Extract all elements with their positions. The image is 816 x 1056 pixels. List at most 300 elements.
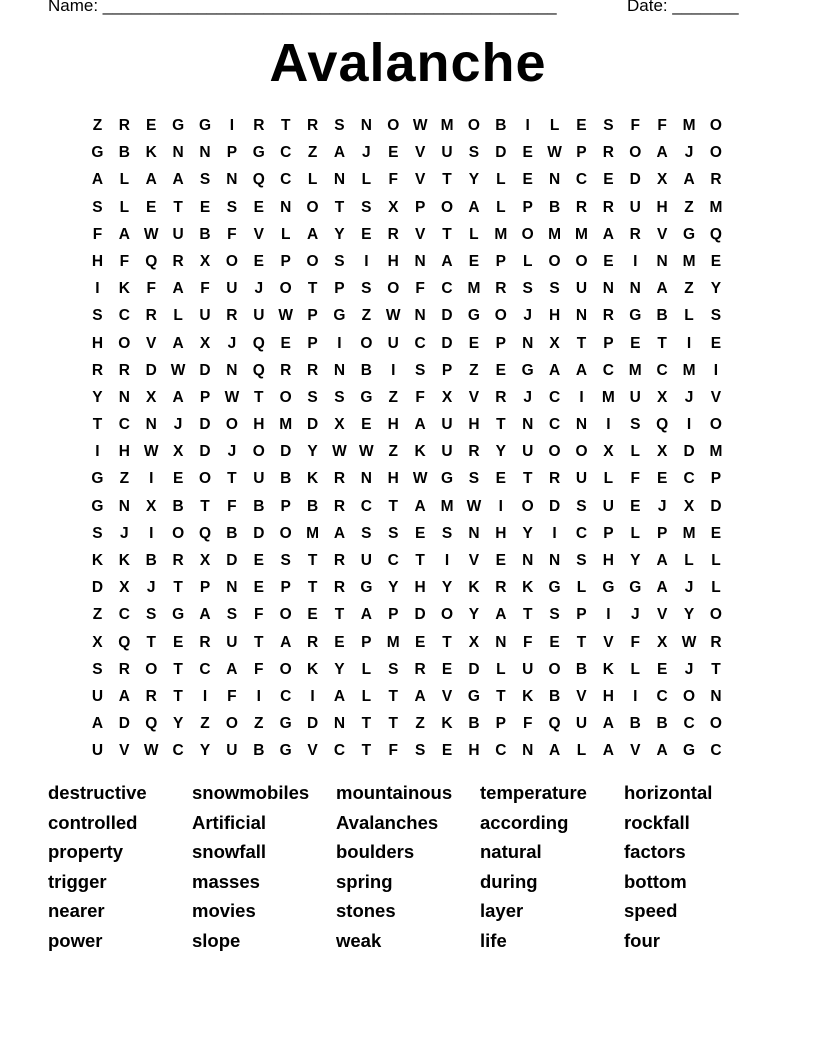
grid-letter[interactable]: J — [684, 388, 694, 406]
grid-letter[interactable]: Z — [684, 198, 694, 216]
grid-letter[interactable]: X — [146, 388, 157, 406]
grid-letter[interactable]: Y — [468, 606, 480, 624]
grid-letter[interactable]: P — [280, 497, 291, 515]
grid-letter[interactable]: R — [495, 280, 507, 298]
grid-letter[interactable]: A — [91, 171, 104, 189]
grid-letter[interactable]: R — [118, 361, 130, 379]
grid-letter[interactable]: S — [307, 388, 318, 406]
grid-letter[interactable]: I — [686, 416, 692, 434]
grid-letter[interactable]: S — [576, 552, 587, 569]
grid-letter[interactable]: E — [307, 606, 318, 624]
grid-letter[interactable]: G — [467, 687, 480, 705]
grid-letter[interactable]: P — [576, 606, 587, 624]
grid-letter[interactable]: N — [172, 144, 184, 162]
grid-letter[interactable]: U — [253, 307, 265, 325]
grid-letter[interactable]: N — [414, 252, 426, 270]
grid-letter[interactable]: F — [415, 280, 425, 298]
grid-letter[interactable]: X — [656, 633, 668, 651]
grid-letter[interactable]: X — [656, 388, 668, 406]
grid-letter[interactable]: O — [709, 144, 722, 162]
grid-letter[interactable]: T — [200, 497, 210, 515]
grid-letter[interactable]: R — [710, 633, 722, 651]
grid-letter[interactable]: M — [682, 117, 696, 134]
grid-letter[interactable]: C — [683, 470, 695, 488]
grid-letter[interactable]: C — [575, 524, 588, 542]
grid-letter[interactable]: N — [548, 171, 561, 189]
grid-letter[interactable]: T — [522, 470, 533, 488]
grid-letter[interactable]: D — [199, 416, 211, 434]
grid-letter[interactable]: W — [143, 443, 159, 461]
grid-letter[interactable]: Y — [92, 388, 103, 406]
grid-letter[interactable]: R — [172, 552, 184, 569]
grid-letter[interactable]: A — [441, 252, 453, 270]
grid-letter[interactable]: O — [548, 252, 561, 270]
grid-letter[interactable]: R — [495, 388, 507, 406]
grid-letter[interactable]: O — [387, 117, 400, 134]
grid-letter[interactable]: V — [468, 552, 480, 569]
grid-letter[interactable]: V — [630, 742, 641, 760]
grid-letter[interactable]: J — [227, 334, 237, 352]
grid-letter[interactable]: S — [146, 606, 157, 624]
grid-letter[interactable]: X — [199, 334, 211, 352]
grid-letter[interactable]: Z — [388, 443, 398, 461]
grid-letter[interactable]: C — [656, 361, 668, 379]
grid-letter[interactable]: H — [548, 307, 561, 325]
grid-letter[interactable]: A — [360, 606, 372, 624]
grid-letter[interactable]: E — [468, 334, 480, 352]
grid-letter[interactable]: N — [118, 388, 130, 406]
grid-letter[interactable]: B — [629, 715, 641, 733]
grid-letter[interactable]: R — [333, 497, 346, 515]
grid-letter[interactable]: F — [227, 225, 237, 243]
grid-letter[interactable]: E — [414, 524, 426, 542]
grid-letter[interactable]: C — [710, 742, 722, 760]
grid-letter[interactable]: D — [253, 524, 265, 542]
grid-letter[interactable]: S — [334, 117, 345, 134]
grid-letter[interactable]: S — [361, 524, 372, 542]
grid-letter[interactable]: O — [225, 715, 238, 733]
grid-letter[interactable]: X — [683, 497, 695, 515]
grid-letter[interactable]: S — [603, 117, 614, 134]
grid-letter[interactable]: N — [333, 171, 346, 189]
grid-letter[interactable]: D — [199, 443, 211, 461]
grid-letter[interactable]: P — [388, 606, 399, 624]
grid-letter[interactable]: N — [360, 470, 372, 488]
grid-letter[interactable]: F — [630, 633, 640, 651]
grid-letter[interactable]: R — [710, 171, 722, 189]
grid-letter[interactable]: Z — [361, 307, 372, 325]
grid-letter[interactable]: C — [333, 742, 346, 760]
grid-letter[interactable]: A — [91, 715, 104, 733]
grid-letter[interactable]: U — [522, 443, 534, 461]
grid-letter[interactable]: E — [549, 633, 560, 651]
grid-letter[interactable]: D — [683, 443, 695, 461]
grid-letter[interactable]: G — [521, 361, 534, 379]
grid-letter[interactable]: U — [226, 633, 238, 651]
grid-letter[interactable]: X — [334, 416, 345, 434]
grid-letter[interactable]: H — [602, 687, 614, 705]
grid-letter[interactable]: T — [227, 470, 237, 488]
grid-letter[interactable]: I — [391, 361, 396, 379]
grid-letter[interactable]: O — [252, 443, 265, 461]
grid-letter[interactable]: Y — [468, 171, 480, 189]
grid-letter[interactable]: G — [333, 307, 346, 325]
grid-letter[interactable]: O — [279, 606, 292, 624]
grid-letter[interactable]: P — [307, 307, 318, 325]
grid-letter[interactable]: B — [253, 497, 265, 515]
grid-letter[interactable]: R — [172, 252, 184, 270]
grid-letter[interactable]: C — [280, 171, 292, 189]
grid-letter[interactable]: S — [226, 198, 238, 216]
grid-letter[interactable]: Y — [334, 225, 345, 243]
grid-letter[interactable]: R — [333, 470, 346, 488]
grid-letter[interactable]: P — [656, 524, 668, 542]
grid-letter[interactable]: X — [92, 633, 103, 651]
grid-letter[interactable]: B — [548, 198, 561, 216]
grid-letter[interactable]: I — [606, 416, 611, 434]
grid-letter[interactable]: E — [522, 171, 533, 189]
grid-letter[interactable]: I — [149, 524, 154, 542]
grid-letter[interactable]: X — [119, 579, 130, 597]
grid-letter[interactable]: W — [385, 307, 401, 325]
grid-letter[interactable]: H — [414, 579, 426, 597]
grid-letter[interactable]: A — [656, 552, 668, 569]
grid-letter[interactable]: H — [468, 416, 480, 434]
grid-letter[interactable]: R — [280, 361, 292, 379]
grid-letter[interactable]: Q — [656, 416, 669, 434]
grid-letter[interactable]: U — [226, 280, 238, 298]
grid-letter[interactable]: V — [414, 225, 426, 243]
grid-letter[interactable]: U — [575, 280, 588, 298]
grid-letter[interactable]: U — [575, 715, 588, 733]
grid-letter[interactable]: J — [362, 144, 371, 162]
grid-letter[interactable]: U — [91, 742, 104, 760]
grid-letter[interactable]: A — [548, 742, 561, 760]
grid-letter[interactable]: I — [525, 117, 530, 134]
grid-letter[interactable]: C — [548, 416, 561, 434]
grid-letter[interactable]: G — [279, 742, 292, 760]
grid-letter[interactable]: T — [334, 198, 345, 216]
grid-letter[interactable]: S — [468, 144, 480, 162]
grid-letter[interactable]: G — [440, 470, 454, 488]
grid-letter[interactable]: L — [630, 443, 640, 461]
grid-letter[interactable]: T — [334, 606, 345, 624]
grid-letter[interactable]: I — [364, 252, 369, 270]
grid-letter[interactable]: S — [226, 606, 238, 624]
grid-letter[interactable]: M — [440, 497, 454, 515]
grid-letter[interactable]: E — [522, 144, 533, 162]
grid-letter[interactable]: S — [199, 171, 211, 189]
grid-letter[interactable]: D — [414, 606, 426, 624]
grid-letter[interactable]: H — [91, 334, 104, 352]
grid-letter[interactable]: Z — [684, 280, 694, 298]
grid-letter[interactable]: T — [254, 633, 264, 651]
grid-letter[interactable]: F — [388, 742, 398, 760]
grid-letter[interactable]: T — [496, 416, 506, 434]
grid-letter[interactable]: F — [522, 715, 533, 733]
grid-letter[interactable]: T — [388, 715, 398, 733]
grid-letter[interactable]: A — [118, 687, 130, 705]
grid-letter[interactable]: O — [279, 660, 292, 678]
grid-letter[interactable]: W — [278, 307, 293, 325]
grid-letter[interactable]: Y — [172, 715, 184, 733]
grid-letter[interactable]: T — [307, 579, 318, 597]
grid-letter[interactable]: M — [682, 524, 696, 542]
grid-letter[interactable]: X — [146, 497, 157, 515]
grid-letter[interactable]: G — [279, 715, 292, 733]
grid-letter[interactable]: E — [495, 552, 506, 569]
grid-letter[interactable]: E — [441, 660, 453, 678]
grid-letter[interactable]: O — [279, 524, 292, 542]
grid-letter[interactable]: W — [681, 633, 697, 651]
grid-letter[interactable]: N — [656, 252, 668, 270]
grid-letter[interactable]: M — [440, 117, 454, 134]
grid-letter[interactable]: A — [683, 171, 695, 189]
grid-letter[interactable]: U — [629, 198, 641, 216]
grid-letter[interactable]: T — [576, 633, 587, 651]
grid-letter[interactable]: O — [629, 144, 642, 162]
grid-letter[interactable]: L — [522, 252, 533, 270]
grid-letter[interactable]: V — [576, 687, 587, 705]
grid-letter[interactable]: O — [440, 606, 454, 624]
grid-letter[interactable]: E — [656, 660, 668, 678]
grid-letter[interactable]: S — [388, 524, 399, 542]
grid-letter[interactable]: N — [226, 361, 238, 379]
grid-letter[interactable]: D — [468, 660, 480, 678]
grid-letter[interactable]: P — [334, 280, 345, 298]
grid-letter[interactable]: Z — [119, 470, 130, 488]
grid-letter[interactable]: N — [333, 715, 346, 733]
grid-letter[interactable]: E — [253, 198, 264, 216]
grid-letter[interactable]: P — [361, 633, 372, 651]
grid-letter[interactable]: X — [656, 171, 668, 189]
grid-letter[interactable]: B — [656, 715, 668, 733]
grid-letter[interactable]: K — [91, 552, 104, 569]
grid-letter[interactable]: N — [522, 742, 534, 760]
grid-letter[interactable]: U — [226, 742, 238, 760]
grid-letter[interactable]: F — [630, 470, 640, 488]
grid-letter[interactable]: Y — [334, 660, 345, 678]
grid-letter[interactable]: S — [334, 252, 345, 270]
grid-letter[interactable]: N — [199, 144, 211, 162]
grid-letter[interactable]: T — [254, 388, 264, 406]
grid-letter[interactable]: E — [280, 334, 291, 352]
grid-letter[interactable]: Y — [307, 443, 318, 461]
grid-letter[interactable]: N — [522, 552, 534, 569]
grid-letter[interactable]: R — [91, 361, 104, 379]
grid-letter[interactable]: U — [575, 470, 588, 488]
grid-letter[interactable]: C — [683, 715, 695, 733]
grid-letter[interactable]: O — [145, 660, 158, 678]
grid-letter[interactable]: T — [173, 198, 183, 216]
grid-letter[interactable]: C — [414, 334, 426, 352]
grid-letter[interactable]: O — [198, 470, 212, 488]
grid-letter[interactable]: T — [361, 715, 372, 733]
grid-letter[interactable]: L — [119, 198, 130, 216]
grid-letter[interactable]: A — [172, 280, 184, 298]
grid-letter[interactable]: P — [280, 252, 291, 270]
grid-letter[interactable]: E — [710, 334, 722, 352]
grid-letter[interactable]: O — [306, 198, 319, 216]
grid-letter[interactable]: S — [549, 606, 560, 624]
grid-letter[interactable]: L — [173, 307, 183, 325]
grid-letter[interactable]: B — [548, 687, 561, 705]
grid-letter[interactable]: W — [224, 388, 240, 406]
grid-letter[interactable]: M — [709, 443, 723, 461]
grid-letter[interactable]: P — [603, 524, 614, 542]
grid-letter[interactable]: A — [602, 715, 614, 733]
grid-letter[interactable]: I — [229, 117, 235, 134]
grid-letter[interactable]: D — [495, 144, 507, 162]
grid-letter[interactable]: C — [602, 361, 614, 379]
grid-letter[interactable]: R — [387, 225, 399, 243]
grid-letter[interactable]: S — [334, 388, 345, 406]
grid-letter[interactable]: C — [575, 171, 588, 189]
grid-letter[interactable]: E — [361, 416, 372, 434]
grid-letter[interactable]: C — [548, 388, 561, 406]
grid-letter[interactable]: E — [468, 252, 480, 270]
grid-letter[interactable]: F — [119, 252, 130, 270]
grid-letter[interactable]: P — [576, 144, 587, 162]
grid-letter[interactable]: C — [172, 742, 184, 760]
grid-letter[interactable]: L — [711, 552, 721, 569]
grid-letter[interactable]: F — [200, 280, 210, 298]
grid-letter[interactable]: S — [92, 198, 103, 216]
grid-letter[interactable]: T — [280, 117, 291, 134]
grid-letter[interactable]: O — [172, 524, 185, 542]
grid-letter[interactable]: S — [361, 280, 372, 298]
grid-letter[interactable]: L — [711, 579, 721, 597]
grid-letter[interactable]: J — [523, 307, 532, 325]
grid-letter[interactable]: L — [280, 225, 291, 243]
grid-letter[interactable]: G — [629, 307, 642, 325]
grid-letter[interactable]: L — [630, 660, 640, 678]
grid-letter[interactable]: C — [280, 144, 292, 162]
grid-letter[interactable]: T — [442, 171, 452, 189]
grid-letter[interactable]: G — [683, 225, 696, 243]
grid-letter[interactable]: E — [253, 579, 264, 597]
grid-letter[interactable]: W — [412, 117, 428, 134]
grid-letter[interactable]: A — [495, 606, 507, 624]
grid-letter[interactable]: E — [388, 144, 399, 162]
grid-letter[interactable]: E — [495, 361, 506, 379]
grid-letter[interactable]: E — [334, 633, 345, 651]
grid-letter[interactable]: M — [628, 361, 642, 379]
grid-letter[interactable]: D — [629, 171, 641, 189]
grid-letter[interactable]: G — [467, 307, 480, 325]
grid-letter[interactable]: G — [172, 117, 185, 134]
grid-letter[interactable]: N — [360, 117, 372, 134]
grid-letter[interactable]: C — [118, 416, 130, 434]
grid-letter[interactable]: D — [710, 497, 722, 515]
grid-letter[interactable]: I — [95, 443, 100, 461]
grid-letter[interactable]: N — [280, 198, 292, 216]
grid-letter[interactable]: D — [306, 715, 319, 733]
grid-letter[interactable]: O — [440, 198, 454, 216]
grid-letter[interactable]: L — [576, 579, 587, 597]
grid-letter[interactable]: D — [226, 552, 238, 569]
grid-letter[interactable]: E — [361, 225, 372, 243]
grid-letter[interactable]: N — [414, 307, 426, 325]
grid-letter[interactable]: N — [226, 579, 238, 597]
grid-letter[interactable]: O — [683, 687, 696, 705]
grid-letter[interactable]: E — [414, 633, 426, 651]
grid-letter[interactable]: M — [467, 280, 481, 298]
grid-letter[interactable]: C — [495, 742, 507, 760]
grid-letter[interactable]: G — [91, 497, 104, 515]
grid-letter[interactable]: I — [686, 334, 692, 352]
grid-letter[interactable]: R — [602, 307, 614, 325]
grid-letter[interactable]: I — [310, 687, 315, 705]
grid-letter[interactable]: D — [306, 416, 319, 434]
grid-letter[interactable]: G — [602, 579, 615, 597]
grid-letter[interactable]: G — [91, 144, 104, 162]
grid-letter[interactable]: Y — [199, 742, 211, 760]
grid-letter[interactable]: J — [146, 579, 156, 597]
grid-letter[interactable]: N — [495, 633, 507, 651]
grid-letter[interactable]: T — [307, 280, 318, 298]
grid-letter[interactable]: B — [118, 144, 130, 162]
grid-letter[interactable]: N — [145, 416, 157, 434]
grid-letter[interactable]: G — [252, 144, 265, 162]
grid-letter[interactable]: N — [118, 497, 130, 515]
grid-letter[interactable]: Q — [252, 171, 265, 189]
grid-letter[interactable]: N — [710, 687, 722, 705]
grid-letter[interactable]: C — [118, 606, 130, 624]
grid-letter[interactable]: M — [386, 633, 400, 651]
grid-letter[interactable]: A — [575, 361, 588, 379]
grid-letter[interactable]: S — [441, 524, 453, 542]
grid-letter[interactable]: Q — [548, 715, 561, 733]
grid-letter[interactable]: D — [91, 579, 104, 597]
grid-letter[interactable]: O — [709, 606, 722, 624]
grid-letter[interactable]: O — [709, 416, 722, 434]
grid-letter[interactable]: V — [307, 742, 318, 760]
grid-letter[interactable]: A — [414, 687, 426, 705]
grid-letter[interactable]: S — [414, 361, 426, 379]
grid-letter[interactable]: R — [333, 579, 346, 597]
grid-letter[interactable]: T — [92, 416, 103, 434]
grid-letter[interactable]: F — [388, 171, 398, 189]
grid-letter[interactable]: S — [630, 416, 641, 434]
grid-letter[interactable]: I — [149, 470, 154, 488]
grid-letter[interactable]: C — [441, 280, 453, 298]
grid-letter[interactable]: Q — [709, 225, 722, 243]
grid-letter[interactable]: U — [253, 470, 265, 488]
grid-letter[interactable]: S — [280, 552, 291, 569]
grid-letter[interactable]: R — [199, 633, 211, 651]
grid-letter[interactable]: T — [173, 579, 183, 597]
grid-letter[interactable]: R — [306, 633, 319, 651]
grid-letter[interactable]: S — [468, 470, 480, 488]
grid-letter[interactable]: O — [279, 388, 292, 406]
grid-letter[interactable]: V — [414, 171, 426, 189]
grid-letter[interactable]: E — [630, 497, 641, 515]
grid-letter[interactable]: X — [549, 334, 560, 352]
grid-letter[interactable]: I — [337, 334, 342, 352]
grid-letter[interactable]: Y — [441, 579, 453, 597]
grid-letter[interactable]: O — [467, 117, 480, 134]
grid-letter[interactable]: A — [656, 280, 668, 298]
grid-letter[interactable]: X — [199, 552, 211, 569]
grid-letter[interactable]: K — [522, 579, 534, 597]
grid-letter[interactable]: H — [387, 252, 399, 270]
grid-letter[interactable]: U — [441, 416, 453, 434]
grid-letter[interactable]: F — [522, 633, 533, 651]
grid-letter[interactable]: O — [548, 443, 561, 461]
grid-letter[interactable]: I — [256, 687, 261, 705]
grid-letter[interactable]: Z — [415, 715, 425, 733]
